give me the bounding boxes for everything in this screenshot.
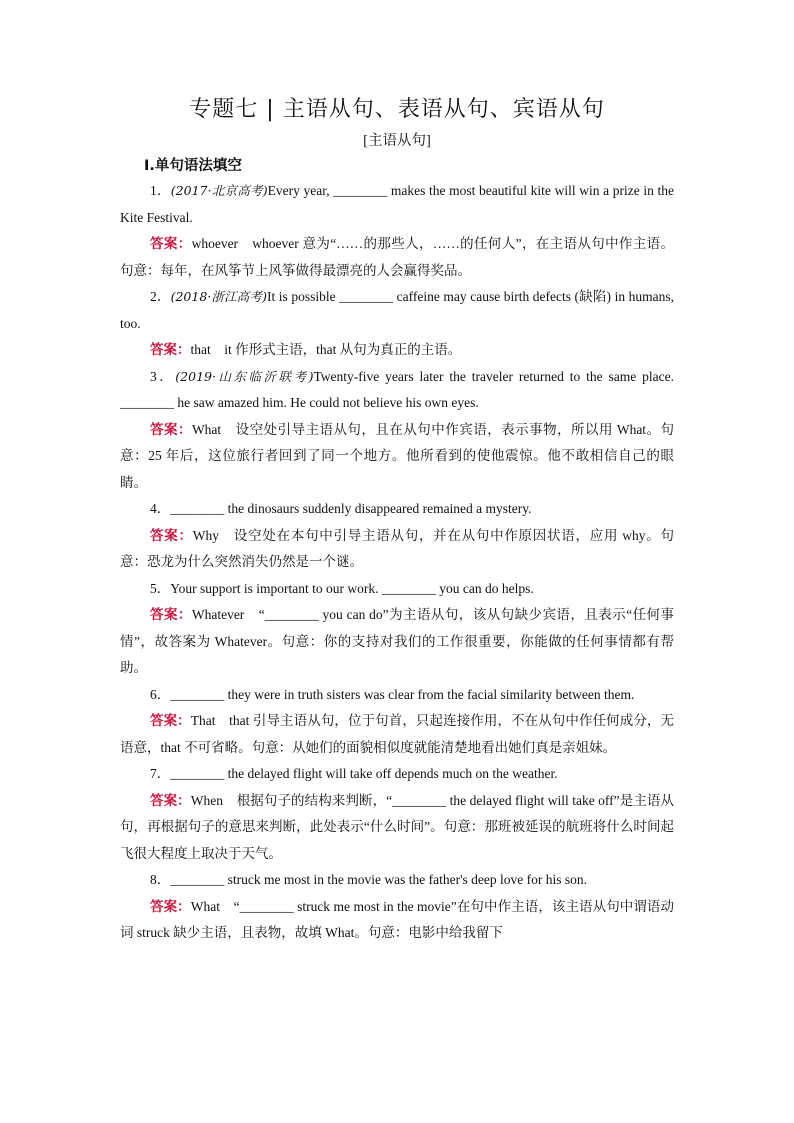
section-subtitle: [主语从句] (363, 133, 431, 149)
answer-text: whoever whoever 意为“……的那些人，……的任何人”，在主语从句中作主语。句意：每年，在风筝节上风筝做得最漂亮的人会赢得奖品。 (120, 236, 674, 278)
answer-text: that it 作形式主语，that 从句为真正的主语。 (190, 342, 462, 357)
question-number: 1． (150, 183, 171, 198)
page-title: 专题七 | 主语从句、表语从句、宾语从句 (189, 97, 605, 122)
question-text: ________ struck me most in the movie was the father's deep love for his son. (170, 872, 587, 887)
answer-label: 答案： (150, 713, 191, 729)
answer-label: 答案： (150, 607, 192, 623)
question-text: ________ the dinosaurs suddenly disappeared remained a mystery. (170, 501, 532, 516)
answer-text: When 根据句子的结构来判断，“________ the delayed flight will take off”是主语从句，再根据句子的意思来判断，此处表示“什么时间”。句意：那班被延误的航班将什么时间起飞很大程度上取决于天气。 (120, 792, 675, 861)
question-text: ________ they were in truth sisters was clear from the facial similarity between them. (170, 686, 635, 702)
answer-text: Why 设空处在本句中引导主语从句，并在从句中作原因状语，应用 why。句意：恐龙为什么突然消失仍然是一个谜。 (120, 527, 674, 569)
answer-item (120, 337, 674, 364)
question-item (120, 576, 674, 603)
question-number: 5． (150, 580, 171, 596)
answer-label: 答案： (150, 342, 191, 358)
answer-label: 答案： (150, 898, 191, 915)
question-source: (2018·浙江高考) (170, 289, 267, 304)
question-text: It is possible ________ caffeine may cause birth defects (缺陷) in humans, too. (120, 289, 674, 331)
question-item (120, 284, 674, 337)
answer-item (120, 417, 674, 497)
answer-text: Whatever “________ you can do”为主语从句，该从句缺少宾语，且表示“任何事情”，故答案为 Whatever。句意：你的支持对我们的工作很重要，你能做的任何事情都有帮助。 (120, 607, 674, 675)
question-item (120, 364, 674, 417)
question-item (120, 178, 674, 231)
question-number: 6． (150, 686, 171, 702)
question-number: 4． (150, 501, 171, 516)
answer-text: What 设空处引导主语从句，且在从句中作宾语，表示事物，所以用 What。句意：25 年后，这位旅行者回到了同一个地方。他所看到的使他震惊。他不敢相信自己的眼睛。 (120, 421, 675, 490)
question-text: ________ the delayed flight will take off depends much on the weather. (170, 766, 558, 781)
answer-text: That that 引导主语从句，位于句首，只起连接作用，不在从句中作任何成分，无语意，that 不可省略。句意：从她们的面貌相似度就能清楚地看出她们真是亲姐妹。 (120, 713, 675, 755)
answer-item (120, 523, 674, 576)
answer-item (120, 894, 674, 947)
question-item (120, 761, 674, 788)
question-text: Your support is important to our work. ________ you can do helps. (170, 580, 534, 596)
question-text: Every year, ________ makes the most beautiful kite will win a prize in the Kite Festival. (120, 183, 674, 225)
answer-label: 答案： (150, 527, 193, 544)
answer-text: What “________ struck me most in the movie”在句中作主语，该主语从句中谓语动词 struck 缺少主语，且表物，故填 What。句意：电影中给我留下 (120, 898, 674, 940)
question-list (120, 178, 674, 947)
question-number: 3． (150, 368, 176, 384)
answer-label: 答案： (150, 236, 192, 252)
question-item (120, 496, 674, 523)
question-number: 2． (150, 289, 171, 304)
question-source: (2019·山东临沂联考) (175, 368, 314, 384)
question-text: Twenty-five years later the traveler returned to the same place. ________ he saw amazed him. He could not believe his own eyes. (120, 368, 675, 410)
question-item (120, 867, 674, 894)
question-number: 8． (150, 872, 171, 887)
answer-label: 答案： (150, 792, 191, 809)
question-source: (2017·北京高考) (170, 183, 268, 198)
answer-item (120, 602, 674, 682)
section-heading: Ⅰ.单句语法填空 (144, 158, 242, 174)
answer-item (120, 708, 674, 761)
question-number: 7． (150, 766, 171, 781)
question-item (120, 682, 674, 709)
answer-item (120, 788, 674, 868)
answer-label: 答案： (150, 421, 192, 438)
document-page (120, 92, 674, 947)
answer-item (120, 231, 674, 284)
